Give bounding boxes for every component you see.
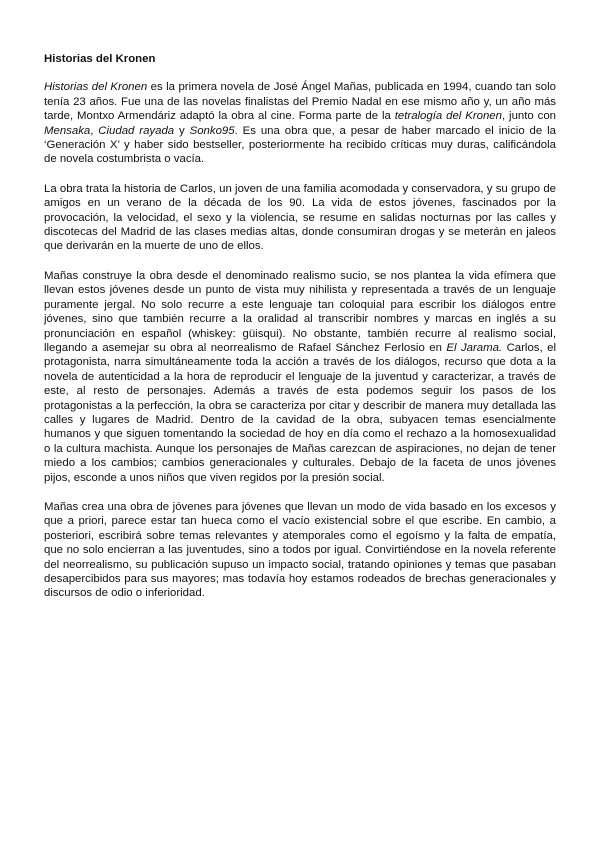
text-run: . Es una obra que, a pesar de haber marcado el inicio de la ‘Generación X’ y haber sido bestseller, posteriormente ha recibido críticas muy duras, calificándola de novela costumbrista o vacía. [44, 124, 556, 166]
text-run: Carlos, el protagonista, narra simultáneamente toda la acción a través de los diálogos, recurso que dota a la novela de autenticidad a la hora de reproducir el lenguaje de la juventud y caracterizar, a través de este, al resto de personajes. Además a través de esta podemos seguir los pasos de los protagonistas a la perfección, la obra se caracteriza por citar y describir de manera muy detallada las calles y lugares de Madrid. Dentro de la cavidad de la obra, subyacen temas esencialmente humanos y que siguen tomentando la sociedad de hoy en día como el rechazo a la homosexualidad o la cultura machista. Aunque los personajes de Mañas carezcan de aspiraciones, no dejan de tener miedo a los cambios; cambios generacionales y culturales. Debajo de la faceta de unos jóvenes pijos, esconde a unos niños que viven regidos por la presión social. [44, 341, 556, 484]
paragraph-intro [44, 80, 556, 166]
text-run: , junto con [501, 110, 556, 123]
book-title-el-jarama: El Jarama. [446, 341, 503, 354]
text-run: y [174, 124, 190, 137]
text-run: es la primera novela de José Ángel Mañas, publicada en 1994, cuando tan solo tenía 23 años. Fue una de las novelas finalistas del Premio Nadal en ese mismo año y, un año más tarde, Montxo Armendáriz adaptó la obra al cine. Forma parte de la [44, 81, 556, 123]
paragraph-style [44, 269, 556, 485]
book-title-mensaka: Mensaka [44, 124, 91, 137]
paragraph-plot: La obra trata la historia de Carlos, un joven de una familia acomodada y conservadora, y su grupo de amigos en un verano de la década de los 90. La vida de estos jóvenes, fascinados por la provocación, la velocidad, el sexo y la violencia, se resume en salidas nocturnas por las calles y discotecas del Madrid de las clases medias altas, donde consumiran drogas y se meterán en jaleos que derivarán en la muerte de uno de ellos. [44, 182, 556, 253]
document-title: Historias del Kronen [44, 53, 156, 65]
series-title: tetralogía del Kronen [394, 110, 502, 123]
text-run: , [90, 124, 99, 137]
paragraph-conclusion: Mañas crea una obra de jóvenes para jóvenes que llevan un modo de vida basado en los excesos y que a priori, parece estar tan hueca como el vacío existencial sobre el que escribe. En cambio, a posteriori, escribirá sobre temas relevantes y atemporales como el egoísmo y la falta de empatía, que no solo encierran a las juventudes, sino a todos por igual. Convirtiéndose en la novela referente del neorrealismo, su publicación supuso un impacto social, tratando opiniones y temas que pasaban desapercibidos para sus mayores; mas todavía hoy estamos rodeados de brechas generacionales y discursos de odio o inferioridad. [44, 500, 556, 600]
book-title: Historias del Kronen [44, 81, 148, 94]
document-page [44, 52, 556, 616]
book-title-sonko95: Sonko95 [189, 124, 235, 137]
book-title-ciudad-rayada: Ciudad rayada [98, 124, 175, 137]
text-run: Mañas construye la obra desde el denominado realismo sucio, se nos plantea la vida efímera que llevan estos jóvenes desde un punto de vista muy nihilista y representada a través de un lenguaje puramente jergal. No solo recurre a este lenguaje tan coloquial para escribir los diálogos entre jóvenes, sino que también recurre a la oralidad al transcribir nombres y marcas en inglés a su pronunciación en español (whiskey: güisqui). No obstante, también recurre al realismo social, llegando a asemejar su obra al neorrealismo de Rafael Sánchez Ferlosio en [44, 269, 556, 354]
